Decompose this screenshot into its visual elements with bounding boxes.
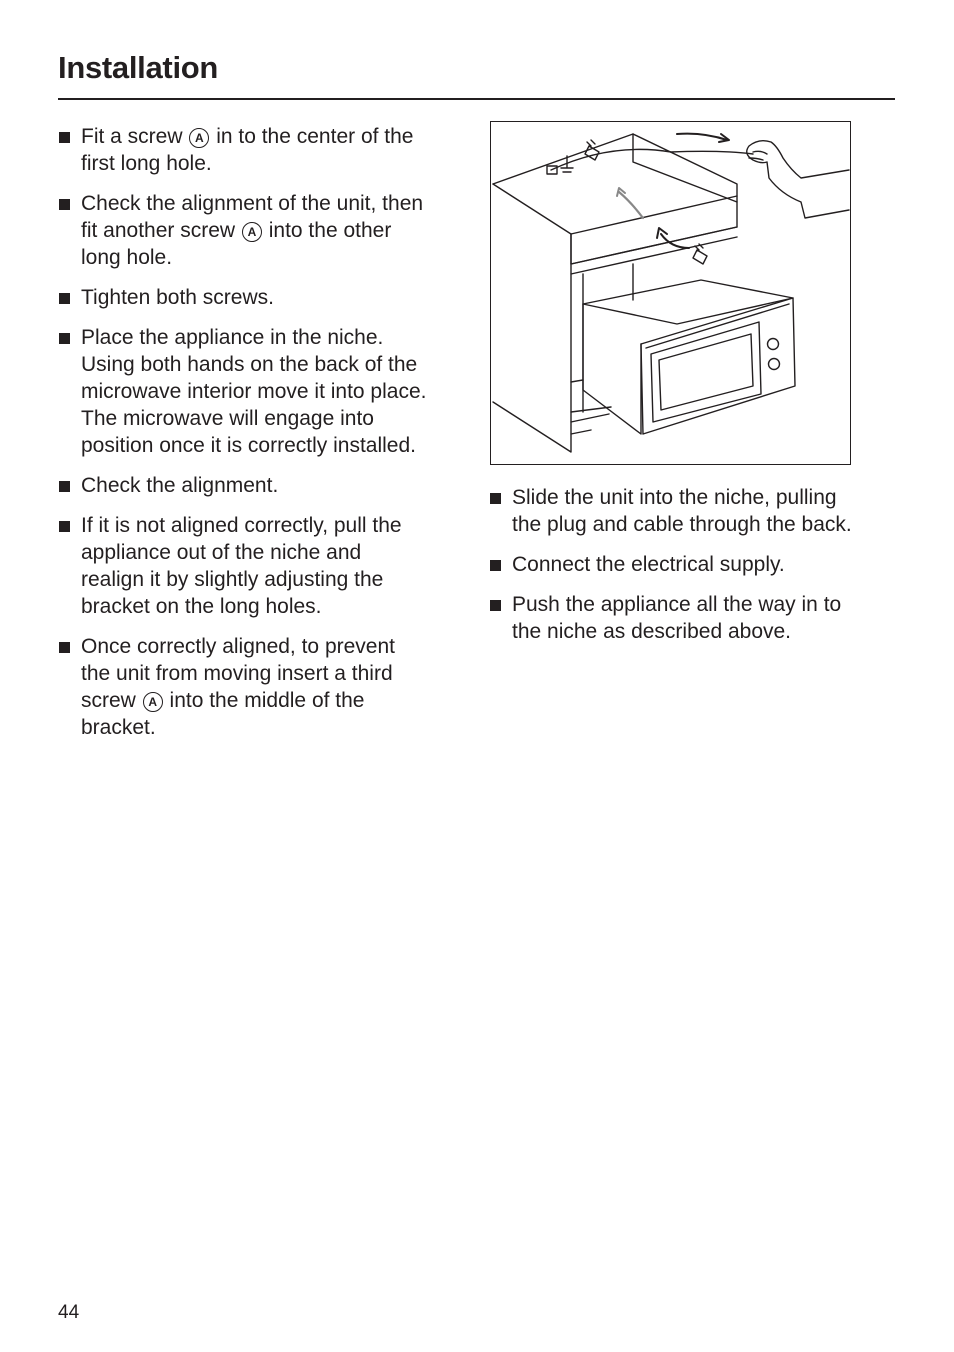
cabinet-shelf-edge xyxy=(571,227,737,274)
step-text: The microwave will engage into xyxy=(81,407,374,430)
screw-a-marker-icon: A xyxy=(189,128,209,148)
bullet-icon xyxy=(59,333,70,344)
step-text: the unit from moving insert a third xyxy=(81,662,393,685)
step-text: Check the alignment of the unit, then xyxy=(81,192,424,215)
step-place-appliance xyxy=(58,324,463,459)
cabinet-shelf-front xyxy=(571,196,737,234)
step-slide-unit xyxy=(489,484,899,538)
screw-a-marker-icon: A xyxy=(143,692,163,712)
step-text: Connect the electrical supply. xyxy=(512,553,785,576)
step-check-alignment-second-screw xyxy=(58,190,463,271)
right-column xyxy=(489,484,899,658)
hand-fingers-icon xyxy=(749,151,767,160)
left-step-list xyxy=(58,123,463,741)
installation-illustration xyxy=(490,121,851,465)
step-text: position once it is correctly installed. xyxy=(81,434,416,457)
microwave-window xyxy=(659,334,753,410)
step-text: Tighten both screws. xyxy=(81,286,274,309)
step-push-appliance xyxy=(489,591,899,645)
plug-icon xyxy=(693,244,707,264)
step-text: screw xyxy=(81,689,142,712)
step-text: Once correctly aligned, to prevent xyxy=(81,635,395,658)
step-text: microwave interior move it into place. xyxy=(81,380,427,403)
microwave-niche-drawing xyxy=(491,122,850,464)
bullet-icon xyxy=(490,493,501,504)
microwave-door xyxy=(651,322,761,422)
bullet-icon xyxy=(59,132,70,143)
lift-arrow-icon xyxy=(619,192,643,218)
microwave-front xyxy=(641,298,795,434)
niche-inner-wall xyxy=(583,264,633,412)
step-text: fit another screw xyxy=(81,219,241,242)
control-knob-icon xyxy=(768,339,779,350)
bullet-icon xyxy=(490,560,501,571)
screw-a-marker-icon: A xyxy=(242,222,262,242)
step-fit-first-screw xyxy=(58,123,463,177)
bullet-icon xyxy=(59,199,70,210)
title-rule xyxy=(58,98,895,100)
bullet-icon xyxy=(59,521,70,532)
cabinet-side-panel xyxy=(493,184,571,452)
step-tighten-screws xyxy=(58,284,463,311)
left-column xyxy=(58,123,463,754)
step-text: into the other xyxy=(262,219,392,242)
microwave-top xyxy=(583,280,793,324)
bullet-icon xyxy=(59,481,70,492)
microwave-side xyxy=(583,304,641,434)
step-check-alignment xyxy=(58,472,463,499)
step-text: Fit a screw xyxy=(81,125,189,148)
cabinet-back-panel xyxy=(633,134,737,202)
niche-lower-lines xyxy=(571,414,609,434)
step-text: in to the center of the xyxy=(210,125,414,148)
step-text: If it is not aligned correctly, pull the xyxy=(81,514,402,537)
page-title: Installation xyxy=(58,50,219,85)
step-connect-supply xyxy=(489,551,899,578)
step-text: bracket on the long holes. xyxy=(81,595,322,618)
step-text: long hole. xyxy=(81,246,173,269)
step-third-screw xyxy=(58,633,463,741)
step-realign xyxy=(58,512,463,620)
step-text: Push the appliance all the way in to xyxy=(512,593,842,616)
bullet-icon xyxy=(490,600,501,611)
step-text: Using both hands on the back of the xyxy=(81,353,418,376)
control-knob-icon xyxy=(769,359,780,370)
bullet-icon xyxy=(59,642,70,653)
step-text: appliance out of the niche and xyxy=(81,541,362,564)
step-text: Slide the unit into the niche, pulling xyxy=(512,486,837,509)
pull-arrow-icon xyxy=(677,134,727,140)
step-text: realign it by slightly adjusting the xyxy=(81,568,384,591)
step-text: Place the appliance in the niche. xyxy=(81,326,384,349)
step-text: first long hole. xyxy=(81,152,212,175)
step-text: into the middle of the xyxy=(163,689,365,712)
right-step-list xyxy=(489,484,899,645)
page-number: 44 xyxy=(58,1302,80,1323)
step-text: Check the alignment. xyxy=(81,474,279,497)
step-text: bracket. xyxy=(81,716,156,739)
bullet-icon xyxy=(59,293,70,304)
step-text: the niche as described above. xyxy=(512,620,792,643)
step-text: the plug and cable through the back. xyxy=(512,513,852,536)
